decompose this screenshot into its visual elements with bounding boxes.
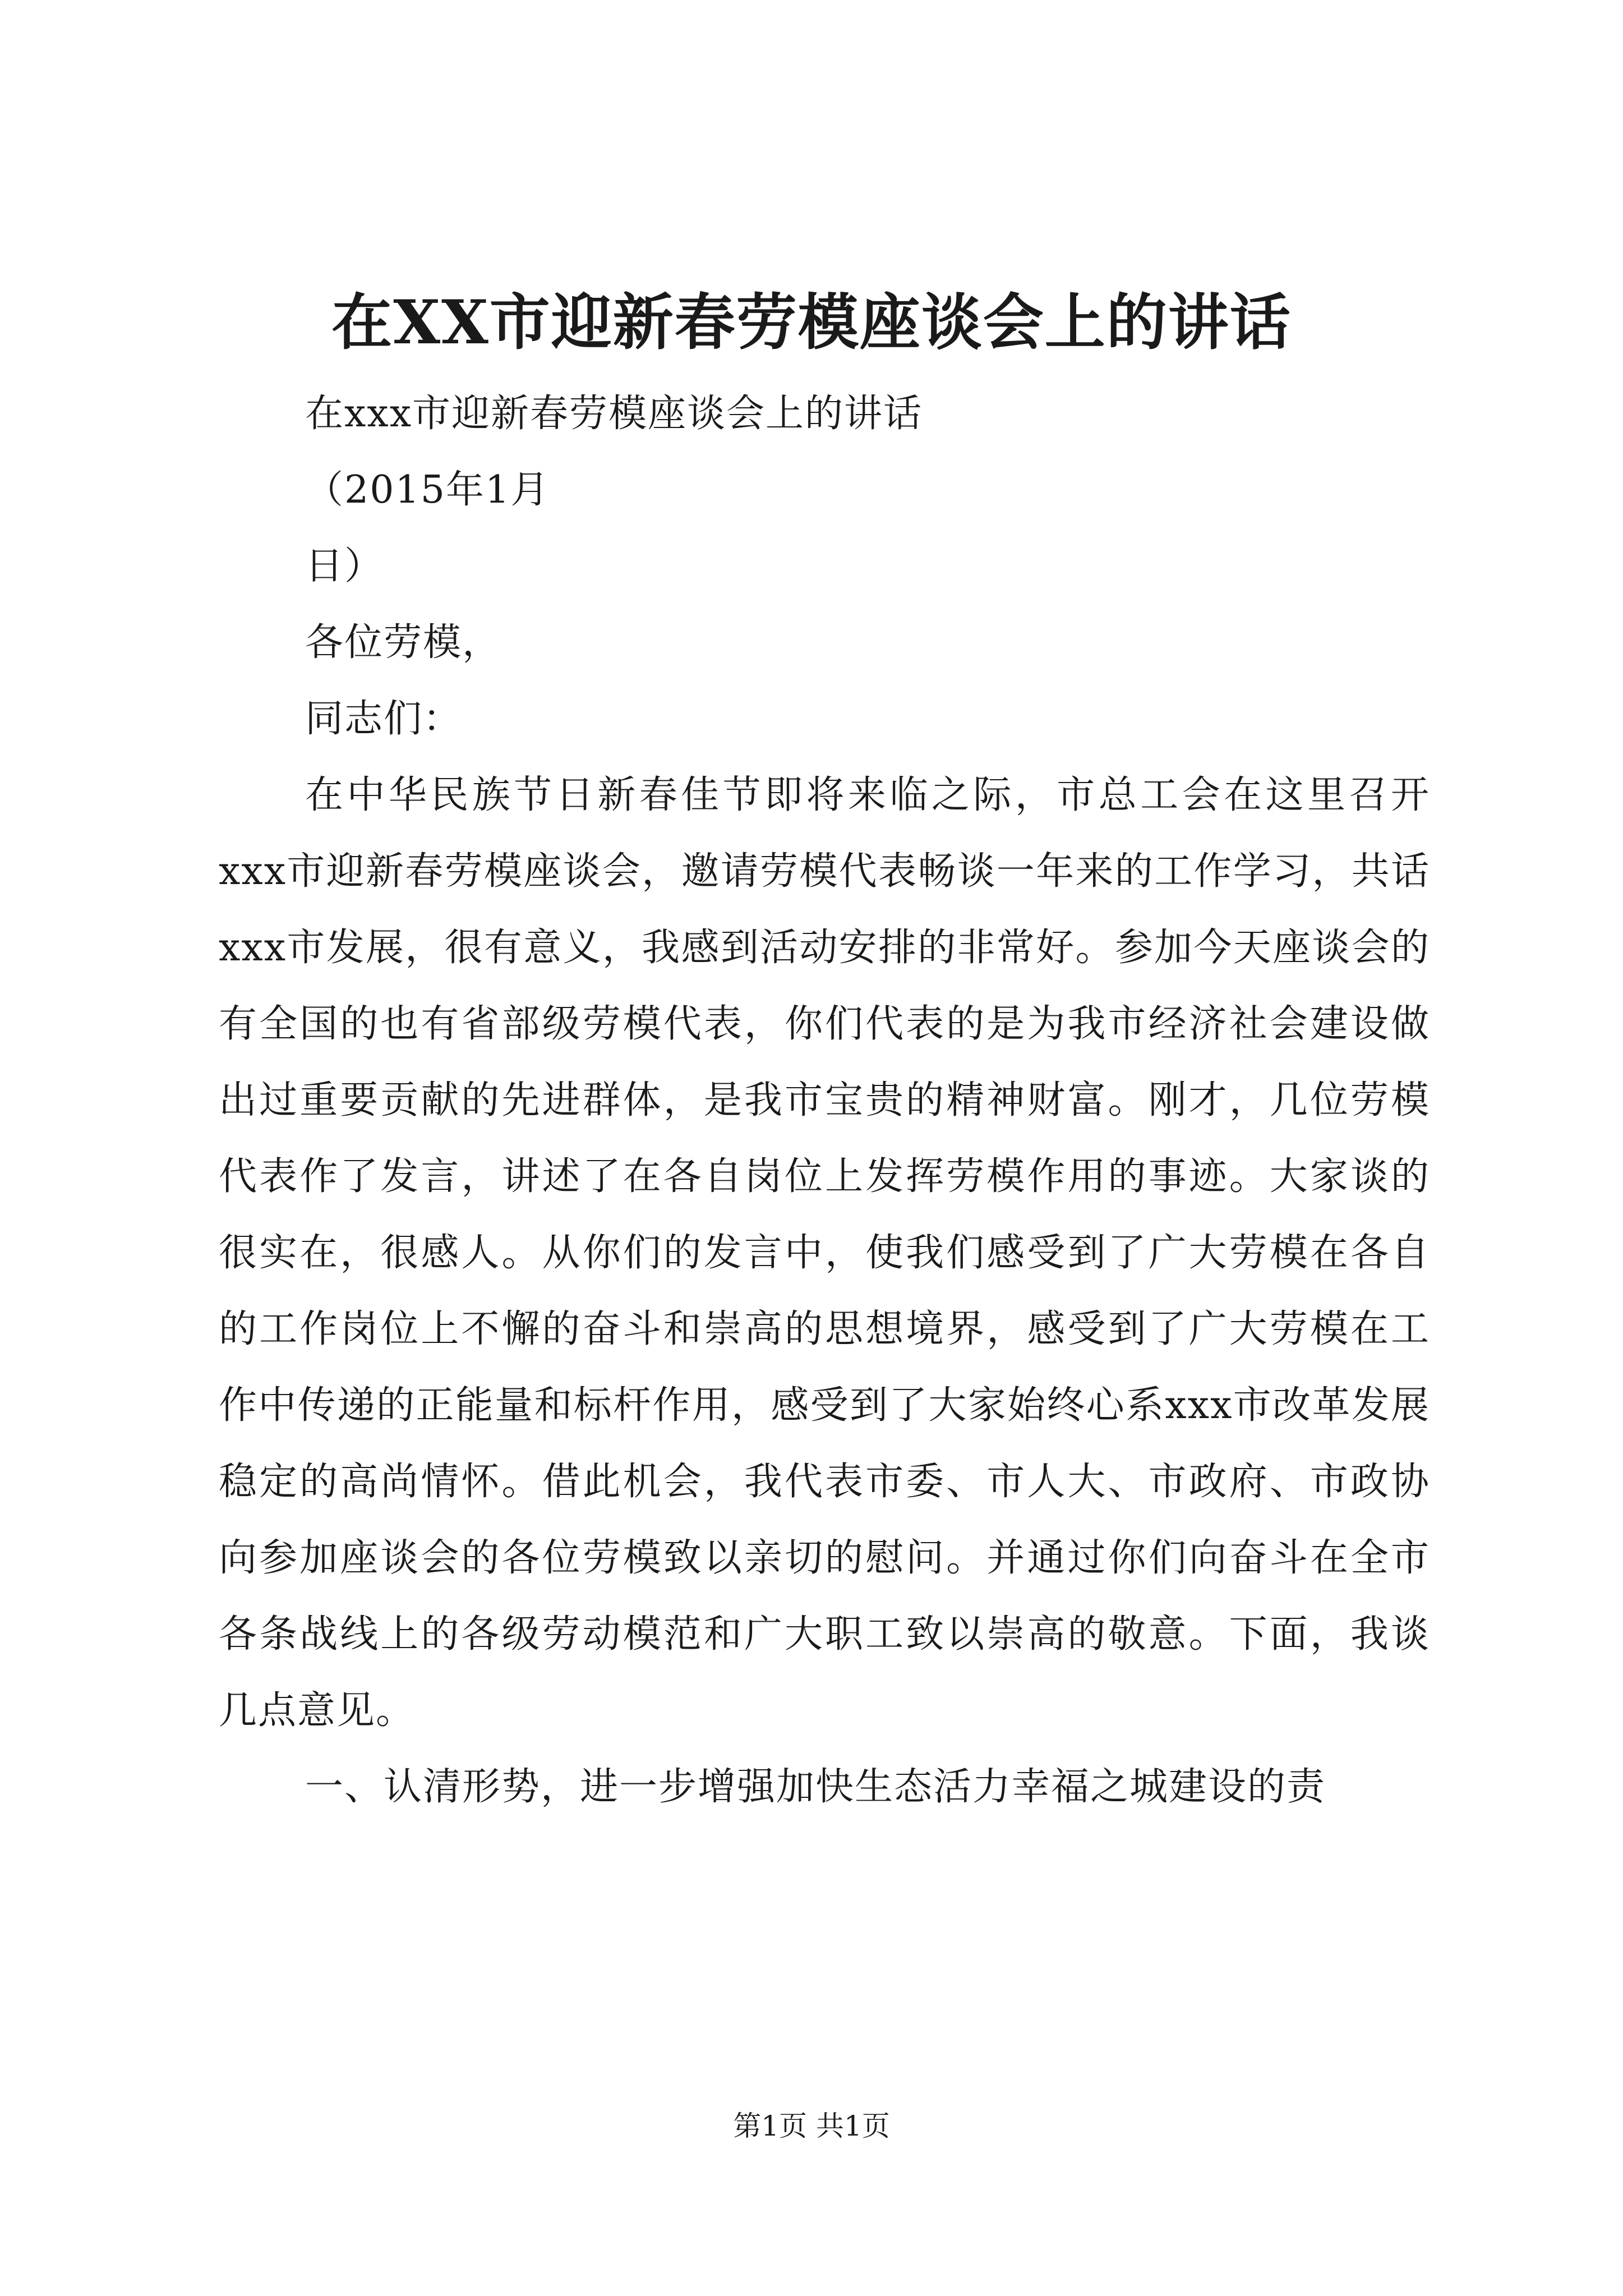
date-paragraph-end: 日） xyxy=(305,544,384,588)
body-paragraph: 在中华民族节日新春佳节即将来临之际，市总工会在这里召开xxx市迎新春劳模座谈会，邀请劳模代表畅谈一年来的工作学习，共话xxx市发展，很有意义，我感到活动安排的非常好。参加今天座谈会的有全国的也有省部级劳模代表，你们代表的是为我市经济社会建设做出过重要贡献的先进群体，是我市宝贵的精神财富。刚才，几位劳模代表作了发言，讲述了在各自岗位上发挥劳模作用的事迹。大家谈的很实在，很感人。从你们的发言中，使我们感受到了广大劳模在各自的工作岗位上不懈的奋斗和崇高的思想境界，感受到了广大劳模在工作中传递的正能量和标杆作用，感受到了大家始终心系xxx市改革发展稳定的高尚情怀。借此机会，我代表市委、市人大、市政府、市政协向参加座谈会的各位劳模致以亲切的慰问。并通过你们向奋斗在全市各条战线上的各级劳动模范和广大职工致以崇高的敬意。下面，我谈几点意见。 xyxy=(219,773,1430,1733)
date-paragraph: （2015年1月 xyxy=(305,468,550,512)
document-body xyxy=(219,376,1430,1825)
salutation-paragraph: 各位劳模， xyxy=(305,620,502,665)
section-heading-paragraph: 一、认清形势，进一步增强加快生态活力幸福之城建设的责 xyxy=(305,1765,1326,1809)
subtitle-paragraph: 在xxx市迎新春劳模座谈会上的讲话 xyxy=(305,392,923,436)
page-footer: 第1页 共1页 xyxy=(733,2110,890,2142)
document-title: 在XX市迎新春劳模座谈会上的讲话 xyxy=(331,287,1292,358)
salutation-paragraph-2: 同志们： xyxy=(305,697,463,741)
